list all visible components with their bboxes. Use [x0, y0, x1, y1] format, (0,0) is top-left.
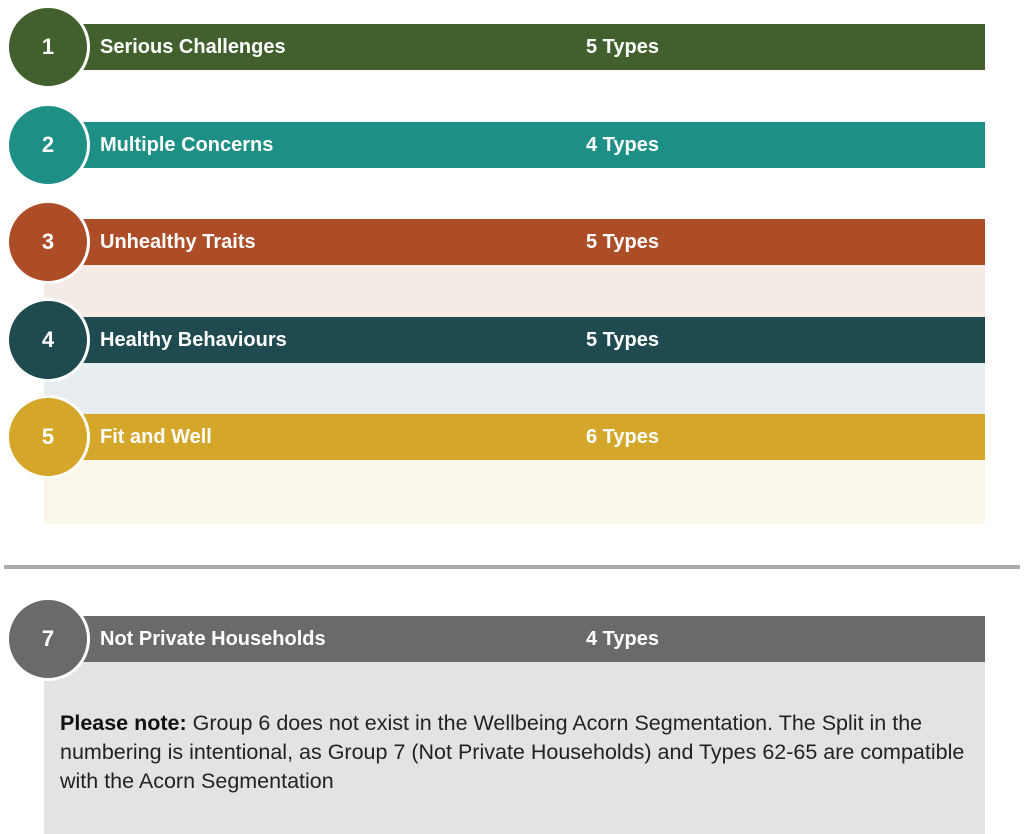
group-1-number-badge: 1 [6, 5, 90, 89]
note-heading: Please note: [60, 711, 187, 735]
group-2-bar [44, 122, 985, 168]
group-7-number-badge: 7 [6, 597, 90, 681]
group-4-bar [44, 317, 985, 363]
group-4-number-badge: 4 [6, 298, 90, 382]
group-7-types: 4 Types [586, 628, 659, 650]
group-1-types: 5 Types [586, 36, 659, 58]
group-5-number-badge: 5 [6, 395, 90, 479]
group-3-band [44, 264, 985, 317]
group-7-label: Not Private Households [100, 628, 326, 650]
group-1-bar [44, 24, 985, 70]
group-7-bar [44, 616, 985, 662]
group-3-types: 5 Types [586, 231, 659, 253]
group-3-number-badge: 3 [6, 200, 90, 284]
group-5-band [44, 459, 985, 524]
note-text [60, 709, 975, 796]
group-4-label: Healthy Behaviours [100, 329, 287, 351]
group-4-types: 5 Types [586, 329, 659, 351]
note-body: Group 6 does not exist in the Wellbeing Acorn Segmentation. The Split in the numbering is intentional, as Group 7 (Not Private Households) and Types 62-65 are compatible with the Acorn Segmentation [60, 711, 965, 793]
group-3-bar [44, 219, 985, 265]
group-2-types: 4 Types [586, 134, 659, 156]
group-3-label: Unhealthy Traits [100, 231, 256, 253]
group-5-bar [44, 414, 985, 460]
note-panel [44, 661, 985, 834]
section-divider [4, 565, 1020, 569]
group-5-label: Fit and Well [100, 426, 212, 448]
group-2-number-badge: 2 [6, 103, 90, 187]
group-2-label: Multiple Concerns [100, 134, 274, 156]
group-1-label: Serious Challenges [100, 36, 286, 58]
group-5-types: 6 Types [586, 426, 659, 448]
group-4-band [44, 362, 985, 414]
